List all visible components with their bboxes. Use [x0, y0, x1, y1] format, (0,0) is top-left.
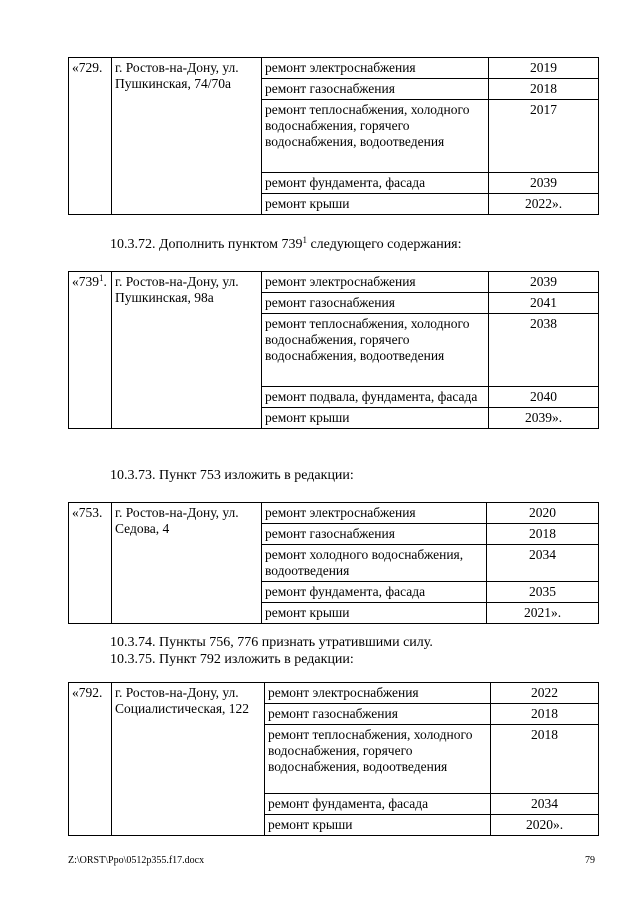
item-number: «792. — [69, 683, 112, 836]
year-cell: 2019 — [489, 58, 599, 79]
year-cell: 2021». — [487, 603, 599, 624]
item-address: г. Ростов-на-Дону, ул. Пушкинская, 74/70а — [112, 58, 262, 215]
paragraph-10-3-74: 10.3.74. Пункты 756, 776 признать утратившими силу. — [110, 635, 433, 650]
work-cell: ремонт крыши — [262, 408, 489, 429]
footer-page-number: 79 — [585, 855, 595, 866]
table-row — [69, 683, 599, 704]
item-address: г. Ростов-на-Дону, ул. Социалистическая, 122 — [112, 683, 265, 836]
year-cell: 2017 — [489, 100, 599, 173]
year-cell: 2040 — [489, 387, 599, 408]
paragraph-10-3-75: 10.3.75. Пункт 792 изложить в редакции: — [110, 652, 354, 667]
year-cell: 2038 — [489, 314, 599, 387]
item-number: «729. — [69, 58, 112, 215]
work-cell: ремонт электроснабжения — [262, 272, 489, 293]
table-item-739-1 — [68, 271, 599, 429]
year-cell: 2020 — [487, 503, 599, 524]
year-cell: 2041 — [489, 293, 599, 314]
table-row — [69, 272, 599, 293]
item-address: г. Ростов-на-Дону, ул. Седова, 4 — [112, 503, 262, 624]
item-address: г. Ростов-на-Дону, ул. Пушкинская, 98а — [112, 272, 262, 429]
work-cell: ремонт крыши — [265, 815, 491, 836]
work-cell: ремонт электроснабжения — [265, 683, 491, 704]
work-cell: ремонт теплоснабжения, холодного водоснабжения, горячего водоснабжения, водоотведения — [262, 314, 489, 387]
table-item-729 — [68, 57, 599, 215]
work-cell: ремонт газоснабжения — [262, 524, 487, 545]
table-row — [69, 58, 599, 79]
year-cell: 2034 — [491, 794, 599, 815]
year-cell: 2018 — [487, 524, 599, 545]
work-cell: ремонт крыши — [262, 603, 487, 624]
work-cell: ремонт холодного водоснабжения, водоотведения — [262, 545, 487, 582]
year-cell: 2018 — [491, 704, 599, 725]
year-cell: 2022 — [491, 683, 599, 704]
item-number: «$739^1$. — [69, 272, 112, 429]
year-cell: 2018 — [489, 79, 599, 100]
work-cell: ремонт электроснабжения — [262, 58, 489, 79]
year-cell: 2018 — [491, 725, 599, 794]
work-cell: ремонт подвала, фундамента, фасада — [262, 387, 489, 408]
work-cell: ремонт теплоснабжения, холодного водоснабжения, горячего водоснабжения, водоотведения — [265, 725, 491, 794]
year-cell: 2035 — [487, 582, 599, 603]
work-cell: ремонт фундамента, фасада — [265, 794, 491, 815]
table-item-753 — [68, 502, 599, 624]
work-cell: ремонт газоснабжения — [265, 704, 491, 725]
work-cell: ремонт фундамента, фасада — [262, 582, 487, 603]
work-cell: ремонт крыши — [262, 194, 489, 215]
work-cell: ремонт газоснабжения — [262, 293, 489, 314]
work-cell: ремонт теплоснабжения, холодного водоснабжения, горячего водоснабжения, водоотведения — [262, 100, 489, 173]
year-cell: 2039». — [489, 408, 599, 429]
year-cell: 2022». — [489, 194, 599, 215]
footer-file-path: Z:\ORST\Ppo\0512p355.f17.docx — [68, 855, 205, 866]
table-item-792 — [68, 682, 599, 836]
year-cell: 2039 — [489, 272, 599, 293]
work-cell: ремонт электроснабжения — [262, 503, 487, 524]
paragraph-10-3-73: 10.3.73. Пункт 753 изложить в редакции: — [110, 468, 354, 483]
table-row — [69, 503, 599, 524]
year-cell: 2039 — [489, 173, 599, 194]
year-cell: 2020». — [491, 815, 599, 836]
paragraph-10-3-72: 10.3.72. Дополнить пунктом $739^1$ следующего содержания: — [110, 235, 462, 252]
work-cell: ремонт фундамента, фасада — [262, 173, 489, 194]
work-cell: ремонт газоснабжения — [262, 79, 489, 100]
item-number: «753. — [69, 503, 112, 624]
year-cell: 2034 — [487, 545, 599, 582]
